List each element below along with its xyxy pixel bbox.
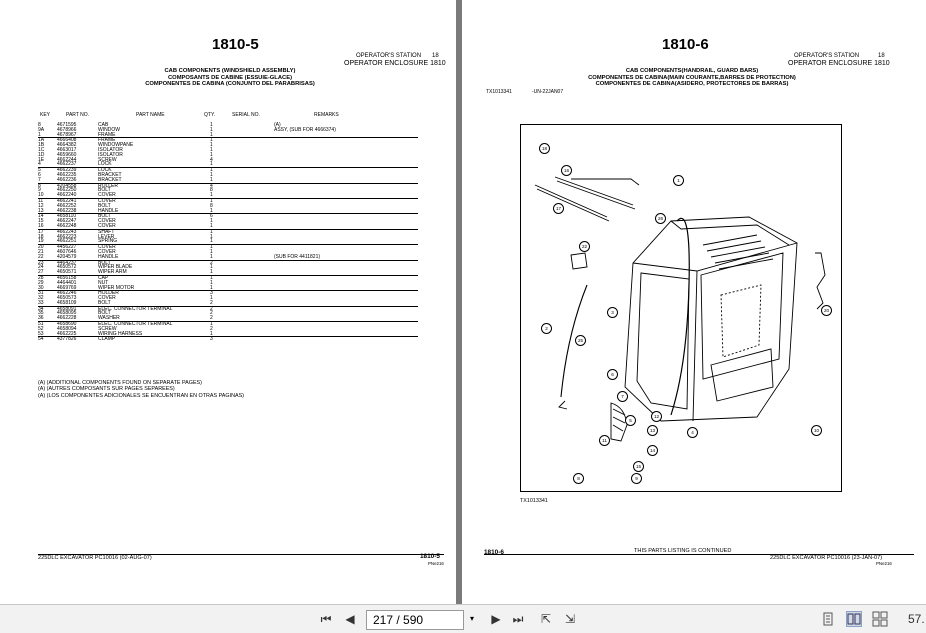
row-part-name: WASHER <box>98 315 120 322</box>
two-page-view-icon[interactable] <box>846 611 862 627</box>
row-key: 27 <box>38 269 44 276</box>
row-part-no: 4662239 <box>57 167 77 174</box>
row-part-name: COVER <box>98 248 116 255</box>
row-key: 15 <box>38 218 44 225</box>
row-part-no: 4464401 <box>57 279 77 286</box>
row-qty: 1 <box>210 161 213 168</box>
diagram-caption: TX1013341 <box>520 498 548 504</box>
right-page <box>462 0 926 604</box>
row-part-no: 4658110 <box>57 213 77 220</box>
row-key: 28 <box>38 274 44 281</box>
row-part-no: 4377826 <box>57 336 77 343</box>
row-part-name: LOCK <box>98 167 112 174</box>
go-forward-icon[interactable]: ⇲ <box>564 612 576 626</box>
col-key: KEY <box>40 112 51 118</box>
row-qty: 1 <box>210 122 213 128</box>
row-part-name: COVER <box>98 197 116 204</box>
row-part-no: 4650571 <box>57 269 77 276</box>
station-label: OPERATOR'S STATION <box>356 53 422 59</box>
row-key: 17 <box>38 228 44 235</box>
row-part-no: 4464237 <box>57 259 77 266</box>
row-key: 32 <box>38 295 44 302</box>
row-part-name: LEVER <box>98 233 115 240</box>
figure-ref-date: -UN-22JAN07 <box>532 89 564 95</box>
callout-9: 9 <box>631 473 642 484</box>
callout-2: 2 <box>541 323 552 334</box>
left-page <box>0 0 456 604</box>
row-part-no: 4658109 <box>57 299 77 306</box>
parts-table <box>38 123 418 342</box>
callout-3: 3 <box>607 307 618 318</box>
row-part-no: 4664382 <box>57 142 77 149</box>
row-part-name: WIPER MOTOR <box>98 284 135 291</box>
row-part-name: ELEC. CONNECTOR TERMINAL <box>98 305 173 312</box>
row-remarks: (A) <box>274 122 281 128</box>
footer-continued: THIS PARTS LISTING IS CONTINUED <box>634 548 732 554</box>
page-number-input[interactable] <box>366 610 464 630</box>
footer-code: PNe216 <box>876 561 892 566</box>
footer-model: 225DLC EXCAVATOR PC10016 (02-AUG-07) <box>38 555 152 561</box>
note-fr: (A) (AUTRES COMPOSANTS SUR PAGES SEPAREES) <box>38 386 175 393</box>
row-key: 4 <box>38 161 41 168</box>
note-es: (A) (LOS COMPONENTES ADICIONALES SE ENCUENTRAN EN OTRAS PAGINAS) <box>38 392 244 399</box>
callout-1: 1 <box>673 175 684 186</box>
row-part-name: BOLT <box>98 310 111 317</box>
row-part-no: 4662251 <box>57 238 77 245</box>
row-part-name: BOLT <box>98 187 111 194</box>
row-part-no: 4662250 <box>57 187 77 194</box>
row-part-no: 4662223 <box>57 233 77 240</box>
row-qty: 1 <box>210 248 213 255</box>
row-part-no: 4662252 <box>57 202 77 209</box>
footer-model: 225DLC EXCAVATOR PC10016 (23-JAN-07) <box>770 555 883 561</box>
row-qty: 1 <box>210 264 213 271</box>
station-number: 18 <box>432 53 439 59</box>
row-key: 54 <box>38 336 44 343</box>
row-part-no: 4204558 <box>57 182 77 189</box>
zoom-level[interactable]: 57. <box>908 612 925 626</box>
row-part-no: 4662241 <box>57 197 77 204</box>
row-key: 6 <box>38 171 41 178</box>
row-part-no: 4658690 <box>57 321 77 328</box>
notes <box>38 380 244 399</box>
callout-16: 16 <box>561 165 572 176</box>
callout-15: 15 <box>633 461 644 472</box>
row-key: 29 <box>38 279 44 286</box>
row-qty: 1 <box>210 218 213 225</box>
row-part-name: BRACKET <box>98 176 122 183</box>
row-key: 20 <box>38 244 44 251</box>
row-qty: 1 <box>210 244 213 251</box>
callout-8: 8 <box>573 473 584 484</box>
row-part-no: 4656158 <box>57 274 77 281</box>
row-qty: 1 <box>210 274 213 281</box>
row-part-no: 4662238 <box>57 207 77 214</box>
row-qty: 1 <box>210 233 213 240</box>
row-part-name: BOLT <box>98 299 111 306</box>
row-key: 36 <box>38 315 44 322</box>
row-qty: 1 <box>210 321 213 328</box>
row-qty: 1 <box>210 176 213 183</box>
row-part-name: SCREW <box>98 325 117 332</box>
row-part-name: SHAFT <box>98 228 115 235</box>
row-part-name: HANDLE <box>98 207 119 214</box>
row-part-no: 4659660 <box>57 151 77 158</box>
next-page-button[interactable]: ▶ <box>491 612 501 626</box>
row-part-no: 4204579 <box>57 253 77 260</box>
row-key: 53 <box>38 330 44 337</box>
row-key: 10 <box>38 192 44 199</box>
row-part-no: 4663017 <box>57 146 77 153</box>
row-qty: 2 <box>210 315 213 322</box>
subtitle-fr: COMPOSANTS DE CABINE (ESSUIE-GLACE) <box>168 74 292 81</box>
row-part-no: 4662247 <box>57 218 77 225</box>
row-key: 31 <box>38 290 44 297</box>
row-qty: 4 <box>210 156 213 163</box>
station-label: OPERATOR'S STATION <box>794 53 860 59</box>
footer-page-number: 1810-5 <box>420 553 440 560</box>
row-qty: 6 <box>210 213 213 220</box>
row-qty: 1 <box>210 126 213 133</box>
row-key: 18 <box>38 233 44 240</box>
row-part-no: 4669769 <box>57 284 77 291</box>
row-qty: 1 <box>210 279 213 286</box>
enclosure-label: OPERATOR ENCLOSURE 1810 <box>788 60 890 67</box>
row-part-no: 4662228 <box>57 315 77 322</box>
row-part-name: SCREW <box>98 156 117 163</box>
row-part-name: WIRING HARNESS <box>98 330 143 337</box>
row-part-name: BOLT <box>98 213 111 220</box>
row-qty: 2 <box>210 299 213 306</box>
row-part-name: FRAME <box>98 131 116 138</box>
row-part-name: BOLT <box>98 259 111 266</box>
col-remarks: REMARKS <box>314 112 339 118</box>
row-qty: 1 <box>210 228 213 235</box>
subtitle-fr: COMPONENTES DE CABINA(MAIN COURANTE,BARRES DE PROTECTION) <box>588 74 796 81</box>
row-part-no: 4662244 <box>57 156 77 163</box>
exploded-diagram <box>520 124 842 492</box>
callout-25: 25 <box>575 335 586 346</box>
first-page-button[interactable]: ⏮ <box>320 612 332 626</box>
row-qty: 1 <box>210 151 213 158</box>
row-key: 12 <box>38 202 44 209</box>
col-serial: SERIAL NO. <box>232 112 260 118</box>
row-qty: 1 <box>210 137 213 144</box>
row-part-name: COVER <box>98 295 116 302</box>
row-part-no: 4662243 <box>57 228 77 235</box>
row-part-name: SPRING <box>98 238 118 245</box>
row-part-no: 4678967 <box>57 131 77 138</box>
row-part-no: 4662248 <box>57 222 77 229</box>
go-back-icon[interactable]: ⇱ <box>540 612 552 626</box>
row-part-no: 4662225 <box>57 330 77 337</box>
single-page-view-icon[interactable] <box>820 611 836 627</box>
row-part-no: 4662235 <box>57 171 77 178</box>
row-key: 30 <box>38 284 44 291</box>
callout-20: 20 <box>821 305 832 316</box>
row-qty: 1 <box>210 269 213 276</box>
row-part-no: 4456227 <box>57 244 77 251</box>
row-part-name: BRACKET <box>98 171 122 178</box>
row-qty: 1 <box>210 197 213 204</box>
row-key: 1C <box>38 146 45 153</box>
enclosure-label: OPERATOR ENCLOSURE 1810 <box>344 60 446 67</box>
page-title: 1810-5 <box>212 36 259 53</box>
row-part-no: 4607646 <box>57 248 77 255</box>
row-part-name: COVER <box>98 192 116 199</box>
row-part-name: HANDLE <box>98 253 119 260</box>
row-part-no: 4662240 <box>57 192 77 199</box>
row-qty: 8 <box>210 187 213 194</box>
row-key: 5 <box>38 167 41 174</box>
col-qty: QTY. <box>204 112 216 118</box>
row-part-name: FRAME <box>98 137 116 144</box>
row-remarks: ASSY, (SUB FOR 4666374) <box>274 126 336 133</box>
row-part-no: 4650572 <box>57 264 77 271</box>
row-key: 52 <box>38 325 44 332</box>
page-title: 1810-6 <box>662 36 709 53</box>
row-part-name: COVER <box>98 218 116 225</box>
row-key: 33 <box>38 299 44 306</box>
row-part-name: WINDOW <box>98 126 120 133</box>
row-part-no: 4658091 <box>57 305 77 312</box>
col-part-name: PART NAME <box>136 112 165 118</box>
row-key: 7 <box>38 176 41 183</box>
callout-7: 7 <box>617 391 628 402</box>
row-key: 14 <box>38 213 44 220</box>
row-qty: 1 <box>210 253 213 260</box>
callout-14: 14 <box>647 445 658 456</box>
row-part-name: LOCK <box>98 161 112 168</box>
row-key: 22 <box>38 253 44 260</box>
subtitle-en: CAB COMPONENTS(HANDRAIL, GUARD BARS) <box>625 68 759 74</box>
row-qty: 1 <box>210 238 213 245</box>
row-qty: 3 <box>210 290 213 297</box>
section-subtitles <box>522 68 862 88</box>
note-en: (A) (ADDITIONAL COMPONENTS FOUND ON SEPARATE PAGES) <box>38 380 202 386</box>
callout-17: 17 <box>553 203 564 214</box>
row-key: 21 <box>38 248 44 255</box>
row-part-name: ROLLER <box>98 182 119 189</box>
row-part-name: COVER <box>98 222 116 229</box>
row-qty: 1 <box>210 167 213 174</box>
row-qty: 1 <box>210 222 213 229</box>
row-key: 1E <box>38 156 45 163</box>
row-part-no: 4658094 <box>57 325 77 332</box>
section-subtitles <box>120 68 340 88</box>
row-key: 11 <box>38 197 44 204</box>
page-number-value: 217 / 590 <box>373 613 424 627</box>
row-key: 51 <box>38 321 44 328</box>
row-qty: 1 <box>210 142 213 149</box>
row-remarks: (SUB FOR 4411821) <box>274 253 321 260</box>
row-key: 8 <box>38 182 41 189</box>
row-qty: 1 <box>210 171 213 178</box>
row-key: 34 <box>38 305 44 312</box>
row-part-no: 4662246 <box>57 290 77 297</box>
row-part-name: WIPER ARM <box>98 269 127 276</box>
previous-page-button[interactable]: ◀ <box>345 612 355 626</box>
callout-6: 6 <box>607 369 618 380</box>
row-qty: 2 <box>210 305 213 312</box>
station-number: 18 <box>878 53 885 59</box>
row-part-name: CAP <box>98 274 109 281</box>
row-key: 13 <box>38 207 44 214</box>
row-part-name: CLAMP <box>98 336 116 343</box>
callout-11: 11 <box>599 435 610 446</box>
row-part-no: 4650573 <box>57 295 77 302</box>
row-key: 19 <box>38 238 44 245</box>
row-part-no: 4658095 <box>57 310 77 317</box>
subtitle-es: COMPONENTES DE CABINA (CONJUNTO DEL PARABRISAS) <box>145 81 315 88</box>
row-key: 1A <box>38 137 45 144</box>
row-key: 24 <box>38 264 44 271</box>
row-qty: 2 <box>210 259 213 266</box>
callout-4: 4 <box>687 427 698 438</box>
row-part-name: COVER <box>98 244 116 251</box>
row-part-name: ISOLATOR <box>98 146 123 153</box>
row-key: 1 <box>38 131 41 138</box>
row-part-no: 4678966 <box>57 126 77 133</box>
callout-22: 22 <box>579 241 590 252</box>
callout-26: 26 <box>655 213 666 224</box>
row-key: 16 <box>38 222 44 229</box>
row-part-no: 4662237 <box>57 161 77 168</box>
two-page-continuous-icon[interactable] <box>872 611 888 627</box>
row-qty: 4 <box>210 182 213 189</box>
row-qty: 1 <box>210 284 213 291</box>
table-row <box>38 336 418 342</box>
row-key: 8 <box>38 122 41 128</box>
row-part-name: CAB <box>98 122 109 128</box>
row-part-name: WINDOWPANE <box>98 142 134 149</box>
row-qty: 2 <box>210 325 213 332</box>
row-part-name: ELEC. CONNECTOR TERMINAL <box>98 321 173 328</box>
row-qty: 1 <box>210 192 213 199</box>
callout-10: 10 <box>811 425 822 436</box>
row-qty: 2 <box>210 310 213 317</box>
row-part-name: ISOLATOR <box>98 151 123 158</box>
row-part-no: 4671595 <box>57 122 77 128</box>
row-part-name: BOLT <box>98 202 111 209</box>
row-key: 9A <box>38 126 45 133</box>
figure-ref: TX1013341 <box>486 89 512 95</box>
row-qty: 8 <box>210 202 213 209</box>
row-key: 9 <box>38 187 41 194</box>
row-qty: 1 <box>210 330 213 337</box>
row-qty: 3 <box>210 336 213 343</box>
row-key: 23 <box>38 259 44 266</box>
row-qty: 1 <box>210 295 213 302</box>
page-dropdown-icon[interactable]: ▾ <box>469 614 474 623</box>
callout-12: 12 <box>651 411 662 422</box>
subtitle-es: COMPONENTES DE CABINA(ASIDERO, PROTECTORES DE BARRAS) <box>595 81 789 88</box>
callout-5: 5 <box>625 415 636 426</box>
row-qty: 1 <box>210 146 213 153</box>
row-part-no: 4662236 <box>57 176 77 183</box>
last-page-button[interactable]: ⏭ <box>512 612 524 626</box>
row-qty: 1 <box>210 131 213 138</box>
row-key: 35 <box>38 310 44 317</box>
row-key: 1B <box>38 142 45 149</box>
row-qty: 1 <box>210 207 213 214</box>
footer-code: PNe216 <box>428 561 444 566</box>
row-part-name: WIPER BLADE <box>98 264 133 271</box>
row-part-no: 4666408 <box>57 137 77 144</box>
row-part-name: NUT <box>98 279 109 286</box>
footer-page-number: 1810-6 <box>484 549 504 556</box>
subtitle-en: CAB COMPONENTS (WINDSHIELD ASSEMBLY) <box>164 68 296 74</box>
callout-13: 13 <box>647 425 658 436</box>
col-part-no: PART NO. <box>66 112 90 118</box>
viewer-toolbar <box>0 604 926 633</box>
row-part-name: HOLDER <box>98 290 119 297</box>
callout-18: 18 <box>539 143 550 154</box>
row-key: 1D <box>38 151 45 158</box>
